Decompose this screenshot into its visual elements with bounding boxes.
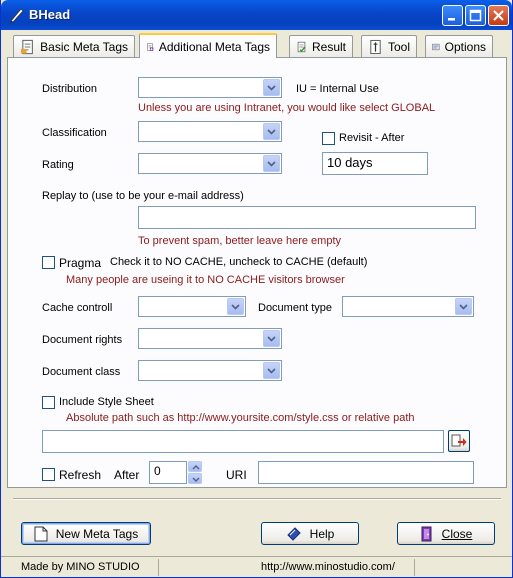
pragma-note: Check it to NO CACHE, uncheck to CACHE (default) <box>110 256 368 268</box>
help-label: Help <box>309 526 335 541</box>
distribution-select[interactable] <box>138 77 282 98</box>
chevron-down-icon[interactable] <box>263 155 280 172</box>
cache-control-label: Cache controll <box>42 302 113 314</box>
pragma-checkbox[interactable] <box>42 256 55 269</box>
chevron-down-icon[interactable] <box>263 330 280 347</box>
reply-to-hint: To prevent spam, better leave here empty <box>138 235 341 247</box>
tab-label: Tool <box>387 39 410 54</box>
chevron-down-icon[interactable] <box>263 123 280 140</box>
additional-meta-tags-panel <box>7 57 507 488</box>
uri-label: URI <box>226 468 247 482</box>
style-sheet-hint: Absolute path such as http://www.yoursite.com/style.css or relative path <box>66 412 415 424</box>
status-credit: Made by MINO STUDIO <box>15 559 159 576</box>
options-icon <box>432 39 440 55</box>
reply-to-input[interactable] <box>138 206 476 229</box>
new-meta-tags-button[interactable] <box>21 522 151 545</box>
maximize-icon <box>469 9 482 22</box>
tab-label: Basic Meta Tags <box>40 39 128 54</box>
tab-tool[interactable] <box>361 35 417 57</box>
status-website: http://www.minostudio.com/ <box>255 559 415 576</box>
refresh-after-label: After <box>114 468 140 482</box>
pragma-hint: Many people are useing it to NO CACHE visitors browser <box>66 274 345 286</box>
refresh-label: Refresh <box>59 468 102 482</box>
separator <box>13 498 501 500</box>
document-type-label: Document type <box>258 302 332 314</box>
distribution-label: Distribution <box>42 83 98 95</box>
close-label: Close <box>441 526 473 541</box>
maximize-button[interactable] <box>465 5 486 26</box>
refresh-checkbox[interactable] <box>42 468 55 481</box>
pragma-label: Pragma <box>59 256 102 270</box>
minimize-button[interactable] <box>442 5 463 26</box>
distribution-hint: Unless you are using Intranet, you would like select GLOBAL <box>138 102 436 114</box>
new-meta-tags-label: New Meta Tags <box>55 526 139 541</box>
cache-control-select[interactable] <box>138 296 246 317</box>
style-sheet-checkbox[interactable] <box>42 396 55 409</box>
chevron-down-icon[interactable] <box>263 362 280 379</box>
classification-select[interactable] <box>138 121 282 142</box>
tab-basic-meta-tags[interactable] <box>13 35 135 57</box>
feather-pen-icon <box>9 7 25 23</box>
tab-strip <box>7 33 507 57</box>
tab-additional-meta-tags[interactable] <box>139 33 277 58</box>
reply-to-label: Replay to (use to be your e-mail address) <box>42 190 244 202</box>
tab-label: Additional Meta Tags <box>158 39 270 54</box>
status-bar <box>1 556 512 577</box>
document-class-select[interactable] <box>138 360 282 381</box>
style-sheet-path-input[interactable] <box>42 430 444 453</box>
internal-use-note: IU = Internal Use <box>296 83 379 95</box>
classification-label: Classification <box>42 127 107 139</box>
refresh-after-spinner[interactable] <box>188 461 204 484</box>
document-rights-select[interactable] <box>138 328 282 349</box>
revisit-checkbox[interactable] <box>322 132 335 145</box>
result-icon <box>296 39 307 55</box>
insert-file-icon <box>451 433 467 449</box>
chevron-down-icon[interactable] <box>263 79 280 96</box>
spin-down-icon[interactable] <box>188 473 202 484</box>
close-icon <box>492 9 505 22</box>
meta-tags-icon <box>20 39 35 55</box>
exit-door-icon <box>420 526 434 542</box>
refresh-after-input[interactable]: 0 <box>149 461 187 484</box>
tool-icon <box>368 39 383 55</box>
help-book-icon <box>286 526 302 542</box>
close-window-button[interactable] <box>488 5 509 26</box>
close-button[interactable] <box>397 522 495 545</box>
spin-up-icon[interactable] <box>188 461 202 472</box>
document-class-label: Document class <box>42 366 121 378</box>
refresh-uri-input[interactable] <box>258 461 474 484</box>
document-rights-label: Document rights <box>42 334 123 346</box>
help-button[interactable] <box>261 522 359 545</box>
title-bar[interactable] <box>1 0 512 30</box>
new-document-icon <box>34 526 48 542</box>
rating-label: Rating <box>42 159 74 171</box>
tab-label: Result <box>311 39 346 54</box>
minimize-icon <box>446 9 459 22</box>
chevron-down-icon[interactable] <box>455 298 472 315</box>
revisit-after-input[interactable]: 10 days <box>322 152 428 175</box>
add-meta-tags-icon <box>146 39 154 55</box>
tab-result[interactable] <box>289 35 353 57</box>
document-type-select[interactable] <box>342 296 474 317</box>
revisit-label: Revisit - After <box>339 132 405 144</box>
rating-select[interactable] <box>138 153 282 174</box>
window-title: BHead <box>29 7 71 22</box>
tab-options[interactable] <box>425 35 493 57</box>
chevron-down-icon[interactable] <box>227 298 244 315</box>
style-sheet-label: Include Style Sheet <box>59 396 154 408</box>
browse-style-sheet-button[interactable] <box>448 430 470 452</box>
tab-label: Options <box>444 39 486 54</box>
